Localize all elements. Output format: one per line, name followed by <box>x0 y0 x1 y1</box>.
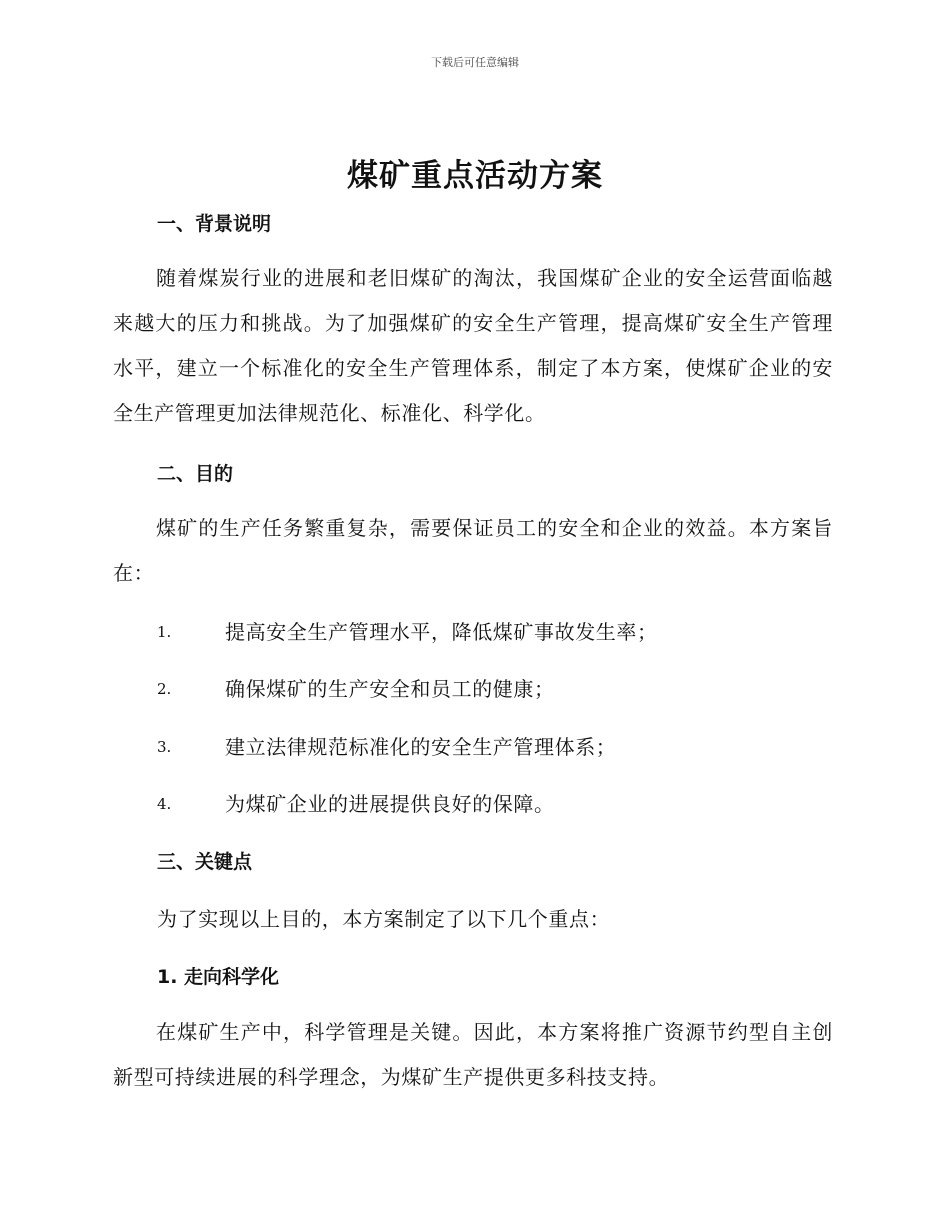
list-number: 4. <box>157 795 172 813</box>
list-text: 建立法律规范标准化的安全生产管理体系； <box>225 735 617 759</box>
scientific-paragraph: 在煤矿生产中，科学管理是关键。因此，本方案将推广资源节约型自主创新型可持续进展的科学理念，为煤矿生产提供更多科技支持。 <box>113 1020 833 1089</box>
list-number: 3. <box>157 738 172 756</box>
section-heading-background: 一、背景说明 <box>157 213 272 235</box>
list-text: 确保煤矿的生产安全和员工的健康； <box>225 677 555 701</box>
list-item <box>157 731 837 761</box>
background-paragraph: 随着煤炭行业的进展和老旧煤矿的淘汰，我国煤矿企业的安全运营面临越来越大的压力和挑战。为了加强煤矿的安全生产管理，提高煤矿安全生产管理水平，建立一个标准化的安全生产管理体系，制定了本方案，使煤矿企业的安全生产管理更加法律规范化、标准化、科学化。 <box>113 266 833 425</box>
page-header: 下载后可任意编辑 <box>431 56 519 69</box>
purpose-paragraph: 煤矿的生产任务繁重复杂，需要保证员工的安全和企业的效益。本方案旨在： <box>113 516 833 585</box>
key-points-intro: 为了实现以上目的，本方案制定了以下几个重点： <box>157 907 611 931</box>
document-title: 煤矿重点活动方案 <box>347 158 603 194</box>
list-text: 提高安全生产管理水平，降低煤矿事故发生率； <box>225 620 658 644</box>
list-item <box>157 788 837 818</box>
list-item <box>157 673 837 703</box>
subheading-scientific: 1. 走向科学化 <box>157 966 280 988</box>
list-item <box>157 616 837 646</box>
list-text: 为煤矿企业的进展提供良好的保障。 <box>225 792 555 816</box>
list-number: 2. <box>157 680 172 698</box>
list-number: 1. <box>157 623 172 641</box>
section-heading-purpose: 二、目的 <box>157 463 234 485</box>
section-heading-key-points: 三、关键点 <box>157 851 253 873</box>
